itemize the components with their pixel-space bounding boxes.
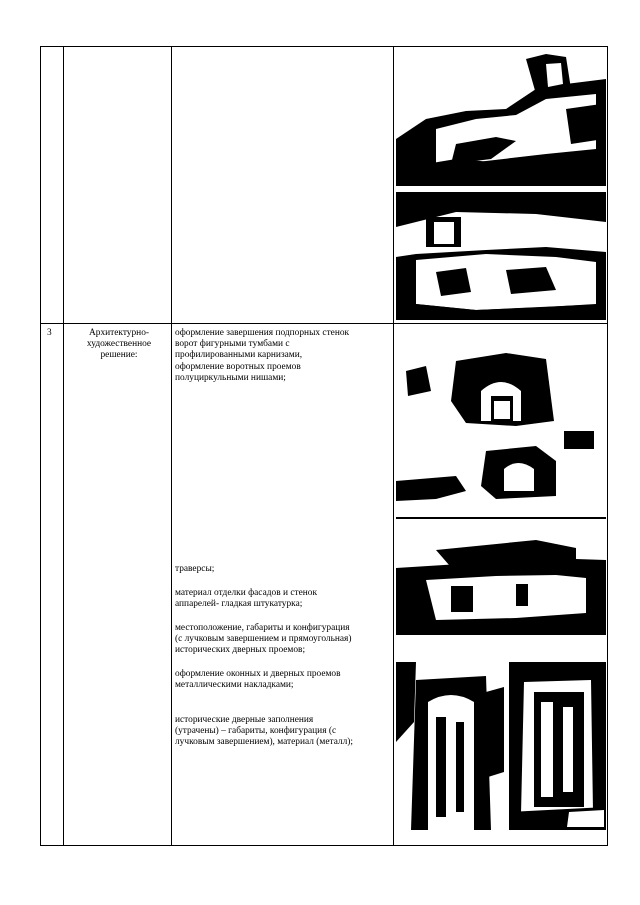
text-line: траверсы; xyxy=(175,564,215,574)
text-line: материал отделки фасадов и стенок xyxy=(175,588,318,598)
row-divider xyxy=(41,323,607,324)
section-title-line: художественное xyxy=(86,339,152,350)
text-line: лучковым завершением), материал (металл); xyxy=(175,737,354,748)
heritage-table xyxy=(40,46,608,846)
text-line: ворот фигурными тумбами с xyxy=(175,339,290,350)
section-title-line: решение: xyxy=(100,350,138,361)
section-title-line: Архитектурно- xyxy=(88,328,150,338)
text-line: профилированными карнизами, xyxy=(175,350,303,361)
row-number: 3 xyxy=(47,328,52,338)
text-line: исторических дверных проемов; xyxy=(175,645,306,656)
paragraph-gate-decoration xyxy=(175,328,349,384)
column-divider-1 xyxy=(63,47,64,845)
text-line: (с лучковым завершением и прямоугольная) xyxy=(175,634,352,645)
paragraph-door-openings xyxy=(175,623,351,657)
photo-gate-niches-icon xyxy=(396,331,606,521)
paragraph-metal-overlays xyxy=(175,669,341,691)
photo-traverse-icon xyxy=(396,528,606,635)
photo-doorway-dark-icon xyxy=(509,662,606,830)
text-line: (утрачены) – габариты, конфигурация (с xyxy=(175,726,337,737)
text-line: оформление завершения подпорных стенок xyxy=(175,328,350,338)
column-divider-2 xyxy=(171,47,172,845)
text-line: металлическими накладками; xyxy=(175,680,294,691)
photo-ruin-arch-icon xyxy=(396,192,606,320)
text-line: оформление воротных проемов xyxy=(175,361,301,372)
paragraph-traverses xyxy=(175,564,214,575)
photo-ruin-wall-icon xyxy=(396,49,606,186)
text-line: местоположение, габариты и конфигурация xyxy=(175,623,350,633)
paragraph-door-fillings xyxy=(175,715,353,749)
section-title xyxy=(67,328,171,362)
text-line: аппарелей- гладкая штукатурка; xyxy=(175,599,303,610)
paragraph-facade-material xyxy=(175,588,317,610)
text-line: полуциркульными нишами; xyxy=(175,372,286,383)
photo-doorway-icon xyxy=(396,662,504,830)
column-divider-3 xyxy=(393,47,394,845)
text-line: оформление оконных и дверных проемов xyxy=(175,669,341,679)
text-line: исторические дверные заполнения xyxy=(175,715,314,725)
